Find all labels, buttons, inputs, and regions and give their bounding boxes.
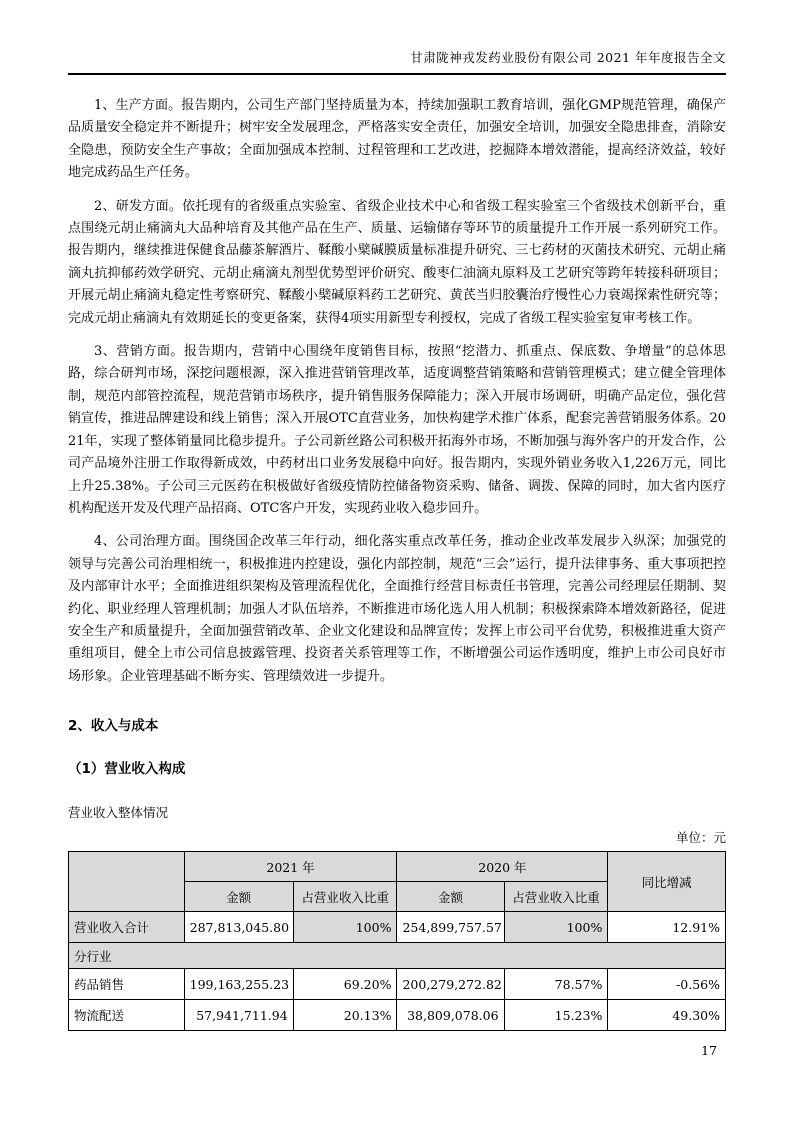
- col-header-pct-2021: 占营业收入比重: [293, 882, 397, 912]
- report-header-title: 甘肃陇神戎发药业股份有限公司 2021 年年度报告全文: [68, 48, 726, 75]
- pharma-pct-2021-cell: 69.20%: [293, 969, 397, 1000]
- paragraph-governance: 4、公司治理方面。围绕国企改革三年行动，细化落实重点改革任务，推动企业改革发展步入纵深；加强党的领导与完善公司治理相统一，积极推进内控建设，强化内部控制，规范“三会”运行，提升法律事务、重大事项把控及内部审计水平；全面推进组织架构及管理流程优化，全面推行经营目标责任书管理，完善公司经理层任期制、契约化、职业经理人管理机制；加强人才队伍培养，不断推进市场化选人用人机制；积极探索降本增效新路径，促进安全生产和质量提升，全面加强营销改革、企业文化建设和品牌宣传；发挥上市公司平台优势，积极推进重大资产重组项目，健全上市公司信息披露管理、投资者关系管理等工作，不断增强公司运作透明度，维护上市公司良好市场形象。企业管理基础不断夯实、管理绩效进一步提升。: [68, 534, 726, 684]
- paragraph-marketing: 3、营销方面。报告期内，营销中心围绕年度销售目标，按照“挖潜力、抓重点、保底数、争增量”的总体思路，综合研判市场，深挖问题根源，深入推进营销管理改革，适度调整营销策略和营销管理模式；建立健全管理体制，规范内部管控流程，规范营销市场秩序，提升销售服务保障能力；深入开展市场调研，明确产品定位，强化营销宣传，推进品牌建设和线上销售；深入开展OTC直营业务，加快构建学术推广体系，配套完善营销服务体系。2021年，实现了整体销量同比稳步提升。子公司新丝路公司积极开拓海外市场，不断加强与海外客户的开发合作，公司产品境外注册工作取得新成效，中药材出口业务发展稳中向好。报告期内，实现外销业务收入1,226万元，同比上升25.38%。子公司三元医药在积极做好省级疫情防控储备物资采购、储备、调拨、保障的同时，加大省内医疗机构配送开发及代理产品招商、OTC客户开发，实现药业收入稳步回升。: [68, 344, 726, 516]
- pharma-amount-2021-cell: 199,163,255.23: [184, 969, 293, 1000]
- paragraph-research: 2、研发方面。依托现有的省级重点实验室、省级企业技术中心和省级工程实验室三个省级技术创新平台，重点围绕元胡止痛滴丸大品种培育及其他产品在生产、质量、运输储存等环节的质量提升工作开展一系列研究工作。报告期内，继续推进保健食品藤茶解酒片、鞣酸小檗碱膜质量标准提升研究、三七药材的灭菌技术研究、元胡止痛滴丸抗抑郁药效学研究、元胡止痛滴丸剂型优势型评价研究、酸枣仁油滴丸原料及工艺研究等跨年转接科研项目；开展元胡止痛滴丸稳定性考察研究、鞣酸小檗碱原料药工艺研究、黄芪当归胶囊治疗慢性心力衰竭探索性研究等；完成元胡止痛滴丸有效期延长的变更备案，获得4项实用新型专利授权，完成了省级工程实验室复审考核工作。: [68, 198, 726, 326]
- unit-label: 单位：元: [675, 830, 726, 846]
- col-group-header-2021: 2021 年: [184, 852, 397, 882]
- table-caption-revenue-overview: 营业收入整体情况: [68, 805, 169, 821]
- pharma-sales-label-cell: 药品销售: [69, 969, 185, 1000]
- logistics-pct-2021-cell: 20.13%: [293, 1000, 397, 1031]
- col-group-header-2020: 2020 年: [397, 852, 608, 882]
- col-header-pct-2020: 占营业收入比重: [504, 882, 608, 912]
- paragraph-production: 1、生产方面。报告期内，公司生产部门坚持质量为本，持续加强职工教育培训，强化GMP规范管理，确保产品质量安全稳定并不断提升；树牢安全发展理念，严格落实安全责任，加强安全培训，加强安全隐患排查，消除安全隐患，预防安全生产事故；全面加强成本控制、过程管理和工艺改进，挖掘降本增效潜能，提高经济效益，较好地完成药品生产任务。: [68, 98, 726, 181]
- logistics-pct-2020-cell: 15.23%: [504, 1000, 608, 1031]
- total-yoy-cell: 12.91%: [608, 912, 726, 943]
- logistics-amount-2020-cell: 38,809,078.06: [397, 1000, 504, 1031]
- by-industry-section-cell: 分行业: [69, 943, 726, 969]
- logistics-label-cell: 物流配送: [69, 1000, 185, 1031]
- col-header-amount-2021: 金额: [184, 882, 293, 912]
- table-row-by-industry-section: [69, 943, 726, 969]
- pharma-amount-2020-cell: 200,279,272.82: [397, 969, 504, 1000]
- total-amount-2020-cell: 254,899,757.57: [397, 912, 504, 943]
- revenue-composition-table: [68, 851, 726, 1031]
- corner-empty-cell: [69, 852, 185, 912]
- total-pct-2020-cell: 100%: [504, 912, 608, 943]
- total-pct-2021-cell: 100%: [293, 912, 397, 943]
- table-row-logistics: [69, 1000, 726, 1031]
- page-number: 17: [701, 1043, 717, 1058]
- logistics-yoy-cell: 49.30%: [608, 1000, 726, 1031]
- subsection-heading-revenue-composition: （1）营业收入构成: [68, 761, 186, 778]
- total-revenue-label-cell: 营业收入合计: [69, 912, 185, 943]
- col-header-yoy: 同比增减: [608, 852, 726, 912]
- table-row-total-revenue: [69, 912, 726, 943]
- logistics-amount-2021-cell: 57,941,711.94: [184, 1000, 293, 1031]
- section-heading-income-and-cost: 2、收入与成本: [68, 718, 159, 735]
- col-header-amount-2020: 金额: [397, 882, 504, 912]
- pharma-pct-2020-cell: 78.57%: [504, 969, 608, 1000]
- pharma-yoy-cell: -0.56%: [608, 969, 726, 1000]
- total-amount-2021-cell: 287,813,045.80: [184, 912, 293, 943]
- table-row-pharma-sales: [69, 969, 726, 1000]
- page-content: [68, 95, 726, 1031]
- table-header-row-years: [69, 852, 726, 882]
